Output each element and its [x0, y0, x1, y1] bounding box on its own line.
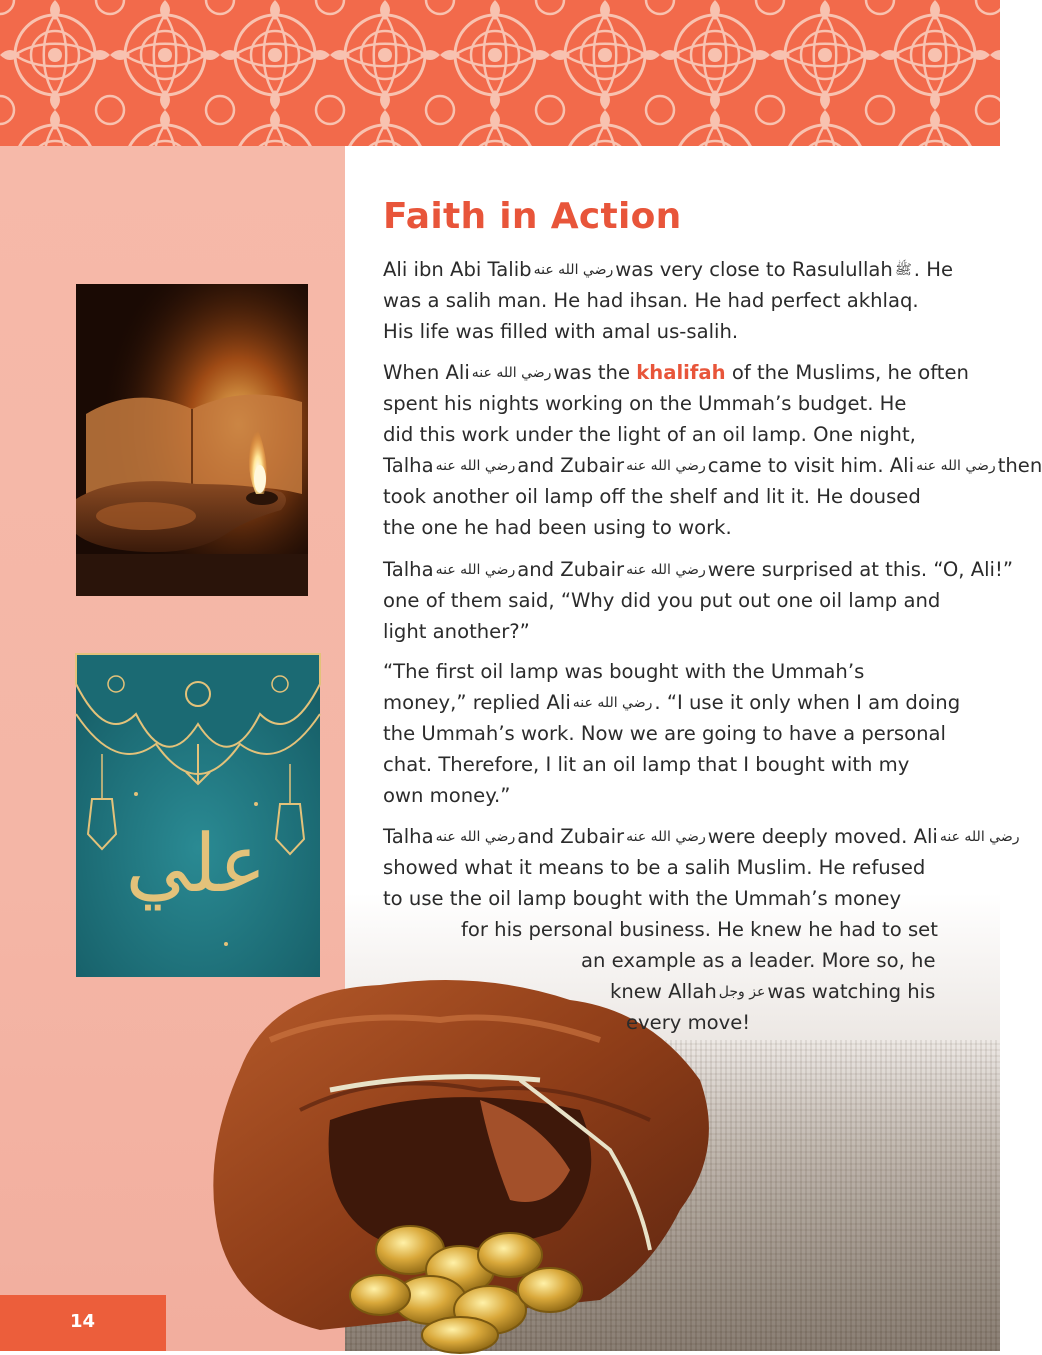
text-span: and Zubair: [517, 825, 625, 848]
p4-line-5: own money.”: [383, 784, 511, 807]
oil-lamp-photo: [76, 284, 308, 596]
text-span: . He: [913, 258, 953, 281]
text-span: and Zubair: [517, 558, 625, 581]
page-title: Faith in Action: [383, 196, 682, 237]
text-span: was very close to Rasulullah: [615, 258, 893, 281]
honorific-icon: رضي الله عنه: [626, 562, 706, 578]
p2-line-2: spent his nights working on the Ummah’s budget. He: [383, 392, 907, 415]
p3-line-3: light another?”: [383, 620, 530, 643]
p4-line-1: “The first oil lamp was bought with the Ummah’s: [383, 660, 865, 683]
text-span: Talha: [383, 825, 434, 848]
text-span: . “I use it only when I am doing: [654, 691, 961, 714]
text-span: When Ali: [383, 361, 470, 384]
highlighted-term: khalifah: [636, 361, 726, 384]
p5-line-4: for his personal business. He knew he had to set: [461, 918, 938, 941]
text-span: money,” replied Ali: [383, 691, 571, 714]
p4-line-4: chat. Therefore, I lit an oil lamp that I bought with my: [383, 753, 910, 776]
p1-line-3: His life was filled with amal us-salih.: [383, 320, 739, 343]
text-span: Ali ibn Abi Talib: [383, 258, 532, 281]
p5-line-5: an example as a leader. More so, he: [581, 949, 936, 972]
honorific-icon: عز وجل: [718, 984, 766, 1000]
honorific-icon: رضي الله عنه: [435, 562, 516, 578]
p3-line-2: one of them said, “Why did you put out one oil lamp and: [383, 589, 941, 612]
oil-lamp-icon: [76, 284, 308, 596]
honorific-icon: رضي الله عنه: [471, 365, 552, 381]
page-number: 14: [70, 1311, 96, 1332]
text-span: were deeply moved. Ali: [707, 825, 938, 848]
honorific-icon: رضي الله عنه: [572, 695, 653, 711]
calligraphy-art-icon: [76, 654, 320, 977]
p2-line-6: the one he had been using to work.: [383, 516, 732, 539]
honorific-icon: رضي الله عنه: [435, 458, 516, 474]
p5-line-3: to use the oil lamp bought with the Ummah’s money: [383, 887, 902, 910]
p1-line-2: was a salih man. He had ihsan. He had perfect akhlaq.: [383, 289, 919, 312]
honorific-icon: رضي الله عنه: [626, 829, 706, 845]
text-span: knew Allah: [610, 980, 717, 1003]
p4-line-3: the Ummah’s work. Now we are going to have a personal: [383, 722, 946, 745]
text-span: was the: [553, 361, 631, 384]
text-span: Talha: [383, 558, 434, 581]
p5-line-7: every move!: [626, 1011, 751, 1034]
text-span: of the Muslims, he often: [731, 361, 969, 384]
honorific-icon: رضي الله عنه: [435, 829, 516, 845]
text-span: were surprised at this. “O, Ali!”: [707, 558, 1014, 581]
arabesque-pattern-icon: [0, 0, 1000, 146]
text-span: came to visit him. Ali: [707, 454, 915, 477]
p2-line-1: [383, 357, 969, 389]
text-span: Talha: [383, 454, 434, 477]
p4-line-2: [383, 687, 960, 719]
text-span: was watching his: [767, 980, 936, 1003]
p2-line-3: did this work under the light of an oil lamp. One night,: [383, 423, 916, 446]
text-span: and Zubair: [517, 454, 625, 477]
honorific-icon: رضي الله عنه: [533, 262, 614, 278]
p3-line-1: [383, 554, 1013, 586]
ali-calligraphy: علي: [125, 817, 267, 910]
honorific-icon: ﷺ: [894, 262, 912, 278]
p5-line-1: [383, 821, 1021, 853]
p5-line-2: showed what it means to be a salih Muslim. He refused: [383, 856, 926, 879]
p2-line-5: took another oil lamp off the shelf and lit it. He doused: [383, 485, 921, 508]
ornamental-banner: [0, 0, 1000, 146]
honorific-icon: رضي الله عنه: [916, 458, 996, 474]
p2-line-4: [383, 450, 1042, 482]
p1-line-1: [383, 254, 953, 286]
ali-calligraphy-photo: [76, 654, 320, 977]
honorific-icon: رضي الله عنه: [939, 829, 1020, 845]
honorific-icon: رضي الله عنه: [626, 458, 706, 474]
p5-line-6: [610, 976, 935, 1008]
text-span: then: [997, 454, 1042, 477]
